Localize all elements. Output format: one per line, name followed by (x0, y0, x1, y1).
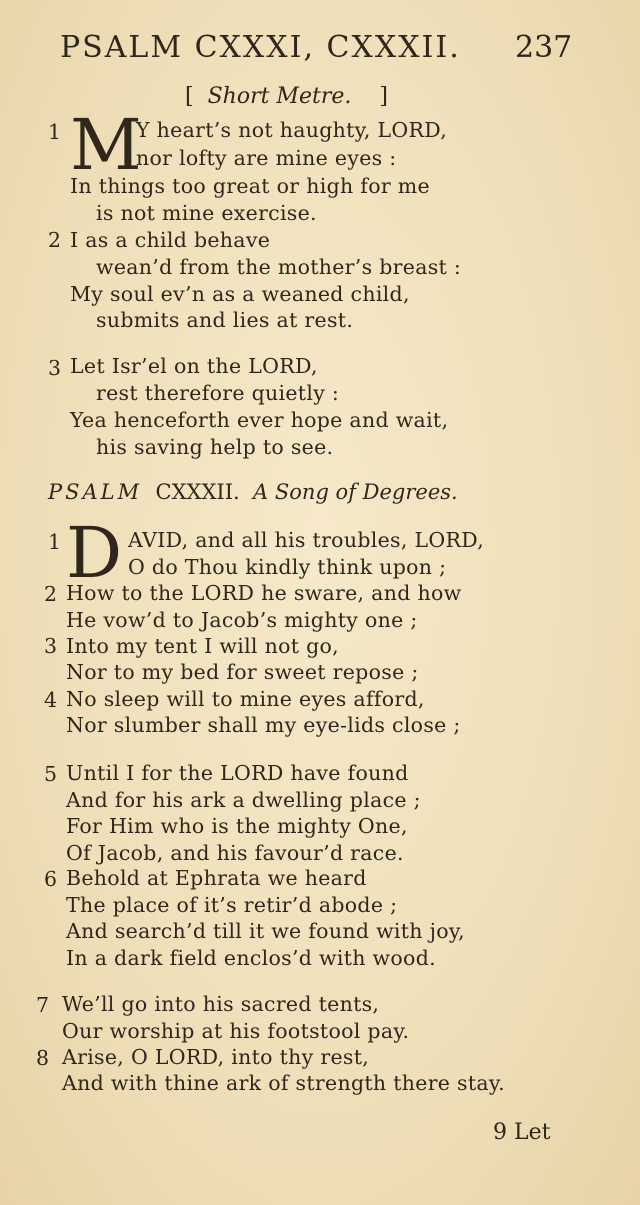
verse-line: wean’d from the mother’s breast : (96, 255, 462, 279)
verse-line: Let Isr’el on the LORD, (70, 354, 318, 378)
verse-line: How to the LORD he sware, and how (66, 581, 462, 605)
verse-line: his saving help to see. (96, 435, 334, 459)
psalm-title-number: CXXXII. (155, 480, 240, 504)
verse-line: Yea henceforth ever hope and wait, (70, 408, 449, 432)
metre-label: Short Metre. (207, 84, 352, 109)
verse-line: He vow’d to Jacob’s mighty one ; (66, 608, 418, 632)
page-number: 237 (515, 30, 573, 65)
verse-line: The place of it’s retir’d abode ; (66, 893, 398, 917)
verse-line: submits and lies at rest. (96, 308, 354, 332)
verse-number: 4 (44, 688, 58, 712)
drop-cap-letter: D (66, 512, 123, 594)
verse-number: 8 (36, 1046, 50, 1070)
verse-line: For Him who is the mighty One, (66, 814, 408, 838)
verse-line: rest therefore quietly : (96, 381, 340, 405)
metre-heading (185, 84, 388, 109)
verse-number: 2 (44, 582, 58, 606)
verse-number: 5 (44, 762, 58, 786)
verse-line: And with thine ark of strength there stay. (62, 1071, 505, 1095)
bracket-close: ] (379, 84, 388, 109)
drop-cap-letter: M (70, 104, 142, 186)
verse-line: Until I for the LORD have found (66, 761, 409, 785)
verse-line: Behold at Ephrata we heard (66, 866, 367, 890)
verse-line: nor lofty are mine eyes : (136, 146, 397, 170)
verse-number: 7 (36, 993, 50, 1017)
psalm-title-subtitle: A Song of Degrees. (253, 480, 458, 504)
running-header-title: PSALM CXXXI, CXXXII. (60, 30, 461, 65)
verse-line: And search’d till it we found with joy, (66, 919, 465, 943)
verse-line: is not mine exercise. (96, 201, 317, 225)
verse-line: Nor slumber shall my eye-lids close ; (66, 713, 461, 737)
verse-line: AVID, and all his troubles, LORD, (128, 528, 485, 552)
verse-line: In things too great or high for me (70, 174, 430, 198)
verse-line: Nor to my bed for sweet repose ; (66, 660, 419, 684)
verse-line: Our worship at his footstool pay. (62, 1019, 410, 1043)
verse-line: We’ll go into his sacred tents, (62, 992, 380, 1016)
verse-line: And for his ark a dwelling place ; (66, 788, 421, 812)
psalm-title (48, 480, 458, 504)
verse-line: No sleep will to mine eyes afford, (66, 687, 425, 711)
verse-line: Y heart’s not haughty, LORD, (136, 118, 448, 142)
verse-number: 6 (44, 867, 58, 891)
verse-number: 3 (48, 356, 62, 380)
verse-number: 1 (48, 530, 62, 554)
verse-line: O do Thou kindly think upon ; (128, 555, 447, 579)
verse-line: My soul ev’n as a weaned child, (70, 282, 410, 306)
verse-line: In a dark field enclos’d with wood. (66, 946, 436, 970)
catchword: 9 Let (493, 1120, 551, 1145)
verse-number: 3 (44, 634, 58, 658)
verse-line: I as a child behave (70, 228, 271, 252)
bracket-open: [ (185, 84, 194, 109)
verse-line: Of Jacob, and his favour’d race. (66, 841, 404, 865)
psalm-title-word: PSALM (48, 480, 143, 504)
verse-line: Arise, O LORD, into thy rest, (62, 1045, 370, 1069)
verse-number: 2 (48, 228, 62, 252)
verse-number: 1 (48, 120, 62, 144)
verse-line: Into my tent I will not go, (66, 634, 339, 658)
